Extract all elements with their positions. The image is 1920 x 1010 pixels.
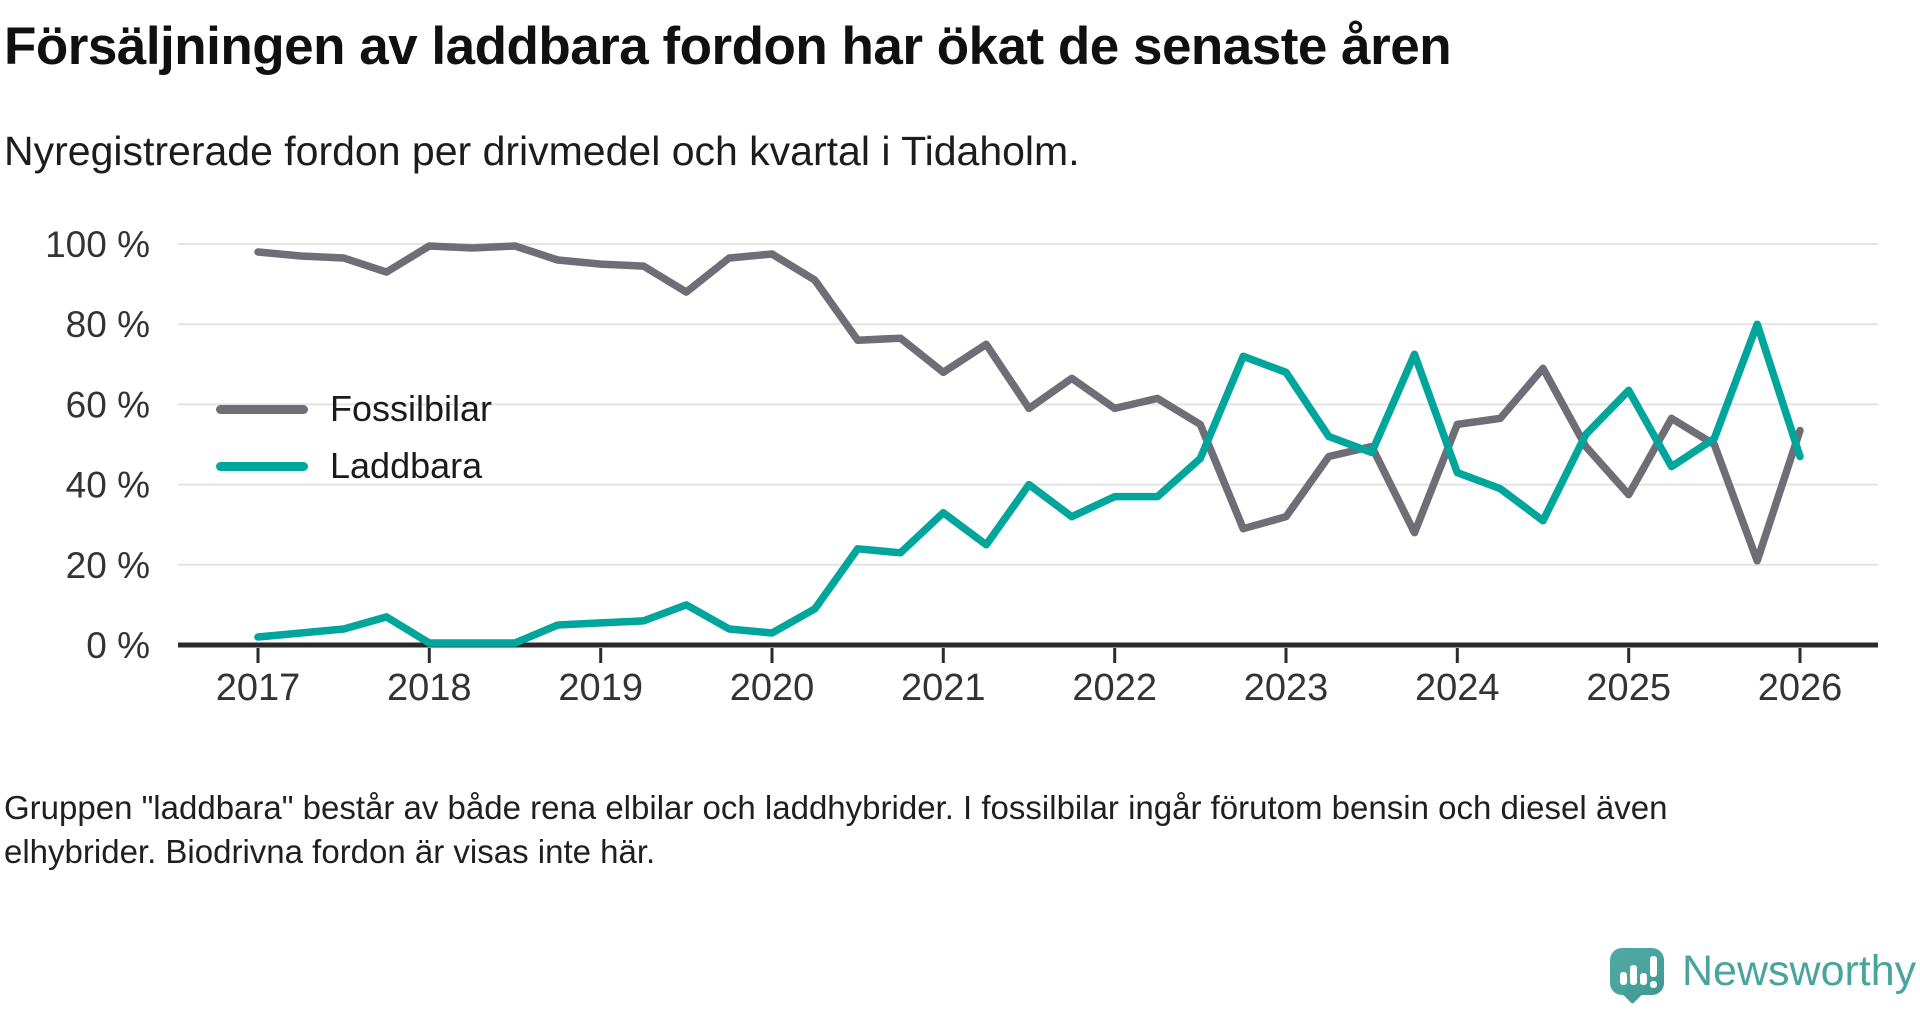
x-axis-label: 2026 [1757, 667, 1843, 709]
chart-legend [216, 386, 492, 489]
exclamation-glyph [1650, 956, 1657, 977]
y-axis-label: 60 % [65, 384, 150, 426]
legend-label-laddbara: Laddbara [330, 445, 483, 486]
legend-item-fossilbilar [216, 386, 492, 432]
bar-chart-glyph [1640, 973, 1647, 985]
x-axis-label: 2023 [1243, 667, 1329, 709]
x-axis-label: 2018 [387, 667, 472, 709]
legend-swatch-laddbara [216, 462, 308, 471]
bar-chart-glyph [1620, 972, 1627, 985]
y-axis-label: 100 % [45, 224, 150, 265]
newsworthy-wordmark: Newsworthy [1682, 947, 1917, 995]
bar-chart-glyph [1630, 965, 1637, 985]
newsworthy-logo [1610, 948, 1916, 995]
legend-swatch-fossilbilar [216, 405, 308, 414]
x-axis-label: 2021 [901, 667, 986, 709]
y-axis-label: 0 % [86, 625, 150, 666]
x-axis-label: 2020 [729, 667, 815, 709]
y-axis-label: 40 % [65, 464, 150, 506]
x-axis-label: 2019 [558, 667, 643, 709]
x-axis-label: 2024 [1415, 667, 1500, 709]
y-axis-label: 20 % [65, 544, 150, 586]
legend-item-laddbara [216, 443, 492, 489]
x-axis-label: 2025 [1586, 667, 1671, 709]
speech-bubble-tail [1622, 983, 1643, 1004]
exclamation-dot [1650, 981, 1657, 988]
footnote [4, 786, 1667, 874]
x-axis-label: 2022 [1072, 667, 1157, 709]
page-subtitle: Nyregistrerade fordon per drivmedel och kvartal i Tidaholm. [4, 128, 1080, 174]
footnote-line-1: Gruppen "laddbara" består av både rena elbilar och laddhybrider. I fossilbilar ingår förutom bensin och diesel även [4, 789, 1668, 826]
legend-label-fossilbilar: Fossilbilar [330, 388, 493, 429]
x-axis-label: 2017 [215, 667, 301, 709]
newsworthy-chart-bubble-icon [1610, 948, 1664, 995]
y-axis-label: 80 % [65, 304, 150, 346]
footnote-line-2: elhybrider. Biodrivna fordon är visas inte här. [4, 833, 656, 870]
page-title: Försäljningen av laddbara fordon har ökat de senaste åren [4, 17, 1452, 76]
